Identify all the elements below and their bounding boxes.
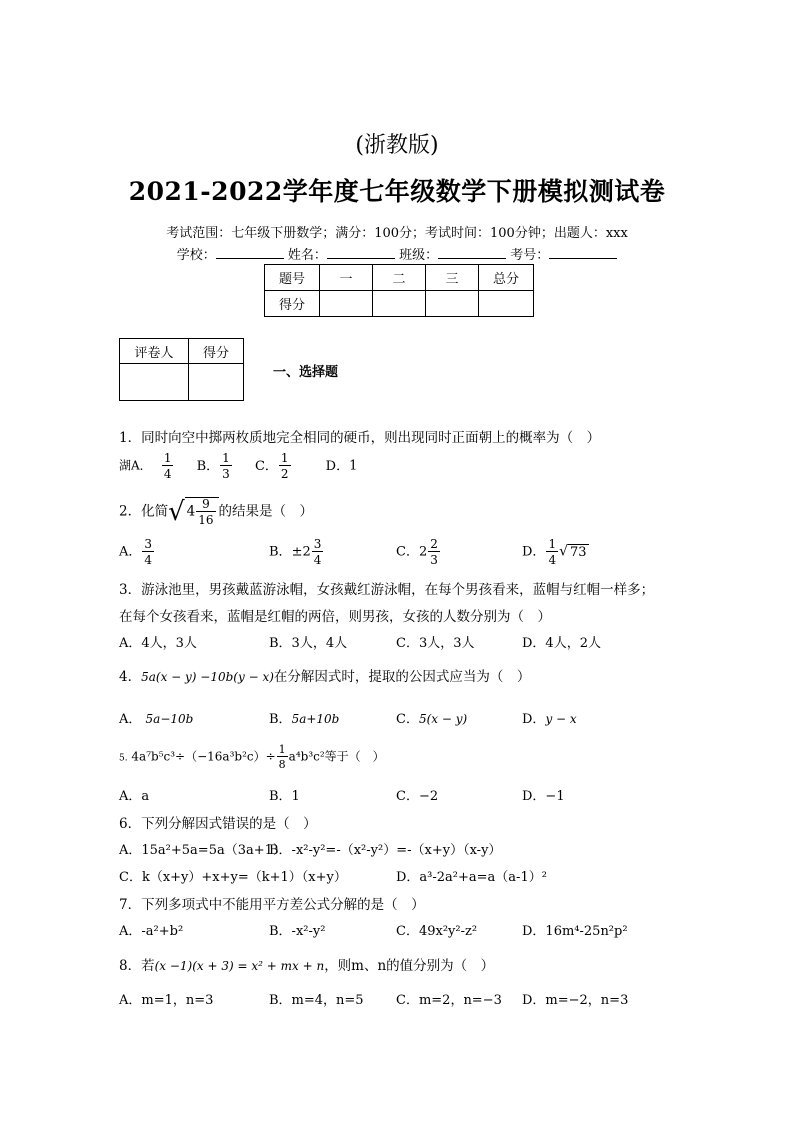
class-blank[interactable]	[438, 247, 506, 259]
grader-cell[interactable]	[120, 364, 189, 401]
question-4-option-c[interactable]: C．5(x − y)	[396, 712, 468, 727]
grader-table	[119, 338, 244, 401]
question-4-stem: 4．5a(x − y) −10b(y − x)在分解因式时，提取的公因式应当为（ ）	[119, 669, 531, 685]
question-6-option-d[interactable]: D．a³-2a²+a=a（a-1）²	[396, 870, 547, 885]
grader-header-cell: 得分	[189, 339, 244, 364]
question-4-option-d[interactable]: D．y − x	[522, 712, 577, 727]
question-2-option-d[interactable]: D． $\frac{1}{4}$ √ 73	[522, 537, 587, 567]
score-header-cell: 题号	[265, 265, 320, 291]
question-8-option-a[interactable]: A．m=1，n=3	[119, 993, 214, 1008]
question-7-option-d[interactable]: D．16m⁴-25n²p²	[522, 924, 628, 939]
score-header-cell: 总分	[479, 265, 534, 291]
score-row-label: 得分	[265, 291, 320, 317]
number-blank[interactable]	[549, 247, 617, 259]
question-6-option-a[interactable]: A．15a²+5a=5a（3a+1）	[119, 843, 286, 858]
score-cell[interactable]	[373, 291, 426, 317]
grader-cell[interactable]	[189, 364, 244, 401]
question-2-option-c[interactable]: C．2 $\frac{2}{3}$	[396, 537, 438, 567]
option-b-label[interactable]: B．	[196, 458, 220, 474]
score-header-cell: 三	[426, 265, 479, 291]
school-blank[interactable]	[216, 247, 284, 259]
grader-header-cell: 评卷人	[120, 339, 189, 364]
option-d-label[interactable]: D．	[325, 458, 350, 474]
stem-text: 2．化简	[119, 503, 169, 520]
score-cell[interactable]	[479, 291, 534, 317]
question-2-stem	[119, 497, 313, 527]
score-header-cell: 二	[373, 265, 426, 291]
sqrt-expression: √ 4 $\frac{9}{16}$	[168, 497, 218, 527]
edition-label: (浙教版)	[355, 133, 439, 158]
question-4-option-a[interactable]: A． 5a−10b	[119, 712, 194, 727]
question-8-stem: 8．若(x −1)(x + 3) = x² + mx + n，则m、n的值分别为（ ）	[119, 958, 495, 974]
question-7-option-c[interactable]: C．49x²y²-z²	[396, 924, 478, 939]
question-7-stem: 7．下列多项式中不能用平方差公式分解的是（ ）	[119, 897, 425, 913]
question-3-stem-line1: 3．游泳池里，男孩戴蓝游泳帽，女孩戴红游泳帽，在每个男孩看来，蓝帽与红帽一样多；	[119, 582, 655, 598]
question-5-option-d[interactable]: D．−1	[522, 789, 565, 804]
question-8-option-c[interactable]: C．m=2，n=−3	[396, 993, 502, 1008]
option-c-fraction: $\frac{1}{2}$	[280, 451, 289, 481]
section-heading: 一、选择题	[273, 365, 339, 380]
question-5-option-c[interactable]: C．−2	[396, 789, 439, 804]
exam-title: 2021-2022学年度七年级数学下册模拟测试卷	[128, 177, 666, 206]
question-7-option-a[interactable]: A．-a²+b²	[119, 924, 184, 939]
option-d-text: 1	[349, 458, 358, 474]
school-label: 学校：	[176, 248, 216, 263]
question-3-option-c[interactable]: C．3人，3人	[396, 636, 475, 651]
question-5-option-a[interactable]: A．a	[119, 789, 150, 804]
option-a-fraction[interactable]: $\frac{1}{4}$	[163, 451, 172, 481]
question-3-option-a[interactable]: A．4人，3人	[119, 636, 197, 651]
question-5-stem: 5. 4a⁷b⁵c³÷（−16a³b²c）÷ $\frac{1}{8}$ a⁴b³c²等于（ ）	[119, 743, 385, 771]
question-1-options	[119, 452, 357, 480]
name-blank[interactable]	[327, 247, 395, 259]
option-prefix: 湖A．	[119, 458, 152, 473]
question-8-option-b[interactable]: B．m=4，n=5	[269, 993, 364, 1008]
question-7-option-b[interactable]: B．-x²-y²	[269, 924, 326, 939]
score-table	[264, 264, 534, 317]
score-cell[interactable]	[426, 291, 479, 317]
option-c-label[interactable]: C．	[254, 458, 278, 474]
question-2-option-a[interactable]: A． $\frac{3}{4}$	[119, 537, 153, 567]
number-label: 考号：	[510, 248, 550, 263]
question-6-option-c[interactable]: C．k（x+y）+x+y=（k+1）（x+y）	[119, 870, 347, 885]
question-3-option-d[interactable]: D．4人，2人	[522, 636, 601, 651]
question-8-option-d[interactable]: D．m=−2，n=3	[522, 993, 629, 1008]
name-label: 姓名：	[287, 248, 327, 263]
score-header-cell: 一	[320, 265, 373, 291]
question-3-stem-line2: 在每个女孩看来，蓝帽是红帽的两倍，则男孩，女孩的人数分别为（ ）	[119, 609, 551, 625]
student-fields	[0, 244, 794, 263]
question-3-option-b[interactable]: B．3人，4人	[269, 636, 348, 651]
question-5-option-b[interactable]: B．1	[269, 789, 300, 804]
question-1-stem: 1．同时向空中掷两枚质地完全相同的硬币，则出现同时正面朝上的概率为（ ）	[119, 430, 601, 446]
question-2-option-b[interactable]: B．±2 $\frac{3}{4}$	[269, 537, 322, 567]
class-label: 班级：	[399, 248, 439, 263]
question-6-option-b[interactable]: B．-x²-y²=-（x²-y²）=-（x+y）（x-y）	[269, 843, 502, 858]
score-cell[interactable]	[320, 291, 373, 317]
question-6-stem: 6．下列分解因式错误的是（ ）	[119, 816, 317, 832]
exam-info: 考试范围：七年级下册数学；满分：100分；考试时间：100分钟；出题人：xxx	[166, 226, 628, 241]
question-4-option-b[interactable]: B．5a+10b	[269, 712, 340, 727]
option-b-fraction: $\frac{1}{3}$	[222, 451, 230, 481]
stem-text: 的结果是（ ）	[218, 503, 314, 520]
